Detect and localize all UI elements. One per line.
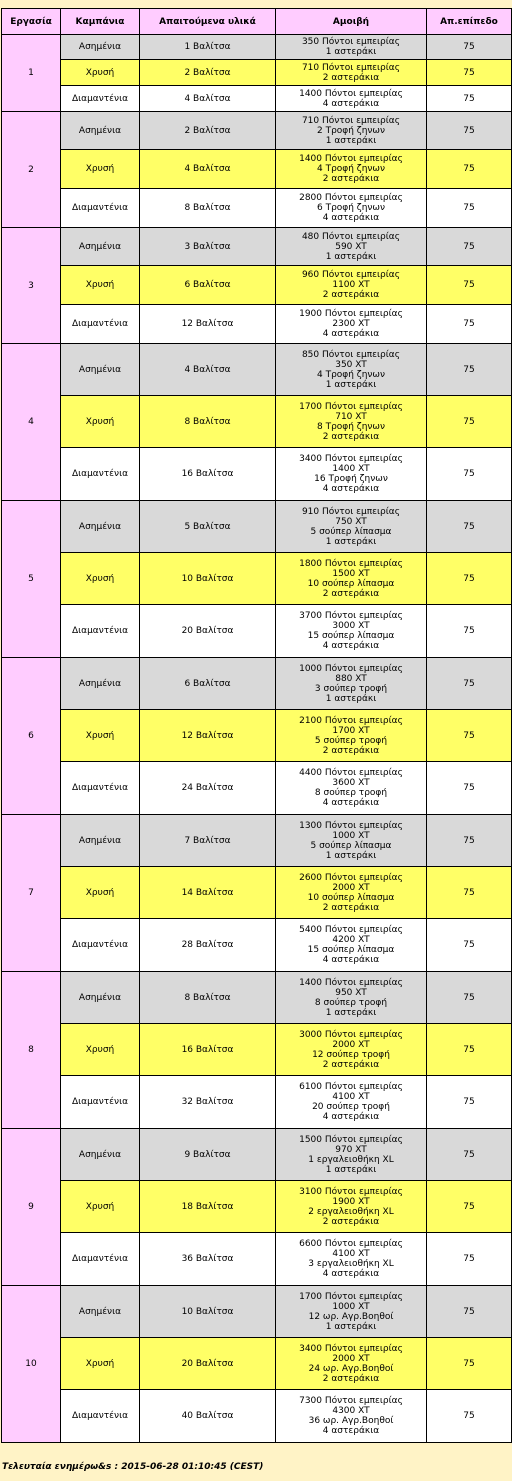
required-cell: 16 Βαλίτσα bbox=[140, 448, 276, 501]
reward-line: 10 σούπερ λίπασμα bbox=[307, 892, 395, 903]
level-cell: 75 bbox=[427, 553, 512, 605]
required-cell: 20 Βαλίτσα bbox=[140, 1338, 276, 1390]
table-row bbox=[2, 396, 512, 448]
reward-line: 960 Πόντοι εμπειρίας bbox=[301, 270, 401, 280]
level-cell: 75 bbox=[427, 228, 512, 266]
reward-line: 3600 XT bbox=[332, 778, 370, 788]
table-row bbox=[2, 1076, 512, 1129]
reward-line: 2600 Πόντοι εμπειρίας bbox=[299, 872, 403, 883]
table-row bbox=[2, 867, 512, 919]
level-cell: 75 bbox=[427, 112, 512, 150]
campaign-cell: Διαμαντένια bbox=[61, 1076, 140, 1129]
required-cell: 6 Βαλίτσα bbox=[140, 266, 276, 305]
level-cell: 75 bbox=[427, 972, 512, 1024]
reward-line: 3400 Πόντοι εμπειρίας bbox=[299, 1343, 403, 1354]
reward-line: 1900 XT bbox=[332, 1196, 370, 1207]
quest-number: 3 bbox=[2, 228, 61, 344]
required-cell: 8 Βαλίτσα bbox=[140, 396, 276, 448]
table-row bbox=[2, 228, 512, 266]
reward-cell bbox=[276, 972, 427, 1024]
campaign-cell: Διαμαντένια bbox=[61, 189, 140, 228]
reward-line: 12 σούπερ τροφή bbox=[312, 1049, 390, 1060]
level-cell: 75 bbox=[427, 35, 512, 60]
table-row bbox=[2, 448, 512, 501]
reward-cell bbox=[276, 189, 427, 228]
reward-line: 2 αστεράκια bbox=[322, 72, 380, 83]
reward-cell bbox=[276, 815, 427, 867]
reward-line: 2 αστεράκια bbox=[322, 431, 380, 442]
reward-line: 4300 XT bbox=[332, 1406, 370, 1416]
reward-line: 1 εργαλειοθήκη XL bbox=[308, 1154, 394, 1165]
reward-line: 3 εργαλειοθήκη XL bbox=[308, 1259, 394, 1269]
reward-cell bbox=[276, 448, 427, 501]
reward-line: 2 αστεράκια bbox=[322, 745, 380, 756]
reward-line: 2 αστεράκια bbox=[322, 1373, 380, 1384]
table-row bbox=[2, 553, 512, 605]
reward-line: 1 αστεράκι bbox=[325, 693, 377, 704]
quest-number: 6 bbox=[2, 658, 61, 815]
campaign-cell: Χρυσή bbox=[61, 1181, 140, 1233]
level-cell: 75 bbox=[427, 658, 512, 710]
header-campaign: Καμπάνια bbox=[61, 9, 140, 35]
level-cell: 75 bbox=[427, 266, 512, 305]
reward-line: 1 αστεράκι bbox=[325, 47, 377, 57]
campaign-cell: Διαμαντένια bbox=[61, 1233, 140, 1286]
campaign-cell: Διαμαντένια bbox=[61, 605, 140, 658]
table-row bbox=[2, 1024, 512, 1076]
reward-line: 4 αστεράκια bbox=[322, 213, 380, 223]
reward-line: 2000 XT bbox=[332, 882, 370, 893]
reward-line: 1500 XT bbox=[332, 568, 370, 579]
reward-cell bbox=[276, 1076, 427, 1129]
quest-number: 10 bbox=[2, 1286, 61, 1443]
reward-line: 1 αστεράκι bbox=[325, 251, 377, 262]
required-cell: 7 Βαλίτσα bbox=[140, 815, 276, 867]
reward-line: 1100 XT bbox=[332, 280, 370, 290]
table-row bbox=[2, 344, 512, 396]
reward-line: 350 XT bbox=[335, 359, 367, 370]
reward-line: 1 αστεράκι bbox=[325, 1164, 377, 1175]
campaign-cell: Διαμαντένια bbox=[61, 448, 140, 501]
reward-line: 480 Πόντοι εμπειρίας bbox=[301, 231, 401, 242]
reward-cell bbox=[276, 1286, 427, 1338]
reward-line: 880 XT bbox=[335, 673, 367, 684]
last-updated: Τελευταία ενημέρω&s : 2015-06-28 01:10:45 (CEST) bbox=[2, 1462, 264, 1472]
required-cell: 12 Βαλίτσα bbox=[140, 710, 276, 762]
required-cell: 9 Βαλίτσα bbox=[140, 1129, 276, 1181]
header-row bbox=[2, 9, 512, 35]
reward-line: 1500 Πόντοι εμπειρίας bbox=[299, 1134, 403, 1145]
reward-line: 3100 Πόντοι εμπειρίας bbox=[299, 1186, 403, 1197]
reward-line: 3 σούπερ τροφή bbox=[314, 683, 388, 694]
reward-line: 4 αστεράκια bbox=[322, 641, 380, 651]
level-cell: 75 bbox=[427, 710, 512, 762]
campaign-cell: Χρυσή bbox=[61, 867, 140, 919]
level-cell: 75 bbox=[427, 762, 512, 815]
table-row bbox=[2, 762, 512, 815]
reward-cell bbox=[276, 762, 427, 815]
reward-line: 2000 XT bbox=[332, 1039, 370, 1050]
reward-line: 6600 Πόντοι εμπειρίας bbox=[299, 1239, 403, 1249]
reward-line: 10 σούπερ λίπασμα bbox=[307, 578, 395, 589]
level-cell: 75 bbox=[427, 815, 512, 867]
header-level: Απ.επίπεδο bbox=[427, 9, 512, 35]
table-row bbox=[2, 972, 512, 1024]
campaign-cell: Χρυσή bbox=[61, 710, 140, 762]
reward-line: 16 Τροφή ζηνων bbox=[314, 474, 388, 484]
reward-line: 1400 Πόντοι εμπειρίας bbox=[299, 154, 403, 164]
table-row bbox=[2, 1390, 512, 1443]
reward-line: 950 XT bbox=[335, 987, 367, 998]
table-row bbox=[2, 150, 512, 189]
reward-line: 2800 Πόντοι εμπειρίας bbox=[299, 193, 403, 203]
required-cell: 2 Βαλίτσα bbox=[140, 112, 276, 150]
required-cell: 1 Βαλίτσα bbox=[140, 35, 276, 60]
reward-line: 4 αστεράκια bbox=[322, 1112, 380, 1122]
reward-line: 7300 Πόντοι εμπειρίας bbox=[299, 1396, 403, 1406]
reward-line: 4 αστεράκια bbox=[322, 329, 380, 339]
reward-line: 1400 Πόντοι εμπειρίας bbox=[299, 88, 403, 99]
campaign-cell: Χρυσή bbox=[61, 266, 140, 305]
reward-cell bbox=[276, 1233, 427, 1286]
campaign-cell: Ασημένια bbox=[61, 344, 140, 396]
reward-line: 15 σούπερ λίπασμα bbox=[307, 631, 395, 641]
reward-line: 1000 XT bbox=[332, 830, 370, 841]
reward-line: 1800 Πόντοι εμπειρίας bbox=[299, 558, 403, 569]
level-cell: 75 bbox=[427, 60, 512, 86]
reward-cell bbox=[276, 86, 427, 112]
reward-line: 36 ωρ. Αγρ.Βοηθοί bbox=[308, 1416, 394, 1426]
quest-table-body bbox=[2, 35, 512, 1443]
reward-line: 3400 Πόντοι εμπειρίας bbox=[299, 454, 403, 464]
reward-line: 6 Τροφή ζηνων bbox=[317, 203, 385, 213]
reward-line: 850 Πόντοι εμπειρίας bbox=[301, 349, 401, 360]
level-cell: 75 bbox=[427, 867, 512, 919]
table-row bbox=[2, 1129, 512, 1181]
required-cell: 2 Βαλίτσα bbox=[140, 60, 276, 86]
reward-cell bbox=[276, 710, 427, 762]
reward-line: 710 Πόντοι εμπειρίας bbox=[301, 62, 401, 73]
reward-line: 5 σούπερ λίπασμα bbox=[310, 526, 392, 537]
reward-line: 3000 XT bbox=[332, 621, 370, 631]
campaign-cell: Ασημένια bbox=[61, 972, 140, 1024]
header-quest: Εργασία bbox=[2, 9, 61, 35]
reward-line: 2 αστεράκια bbox=[322, 1059, 380, 1070]
reward-line: 4400 Πόντοι εμπειρίας bbox=[299, 768, 403, 778]
required-cell: 10 Βαλίτσα bbox=[140, 553, 276, 605]
reward-line: 1700 Πόντοι εμπειρίας bbox=[299, 1291, 403, 1302]
reward-line: 1000 XT bbox=[332, 1301, 370, 1312]
quest-number: 7 bbox=[2, 815, 61, 972]
required-cell: 3 Βαλίτσα bbox=[140, 228, 276, 266]
table-row bbox=[2, 501, 512, 553]
level-cell: 75 bbox=[427, 501, 512, 553]
reward-cell bbox=[276, 60, 427, 86]
reward-line: 2 αστεράκια bbox=[322, 1216, 380, 1227]
required-cell: 24 Βαλίτσα bbox=[140, 762, 276, 815]
reward-line: 350 Πόντοι εμπειρίας bbox=[301, 37, 401, 47]
required-cell: 5 Βαλίτσα bbox=[140, 501, 276, 553]
reward-line: 24 ωρ. Αγρ.Βοηθοί bbox=[308, 1363, 394, 1374]
campaign-cell: Χρυσή bbox=[61, 553, 140, 605]
reward-cell bbox=[276, 1129, 427, 1181]
campaign-cell: Ασημένια bbox=[61, 658, 140, 710]
reward-line: 750 XT bbox=[335, 516, 367, 527]
table-row bbox=[2, 35, 512, 60]
campaign-cell: Διαμαντένια bbox=[61, 305, 140, 344]
reward-line: 5400 Πόντοι εμπειρίας bbox=[299, 925, 403, 935]
level-cell: 75 bbox=[427, 86, 512, 112]
quest-number: 2 bbox=[2, 112, 61, 228]
reward-line: 1700 XT bbox=[332, 725, 370, 736]
required-cell: 14 Βαλίτσα bbox=[140, 867, 276, 919]
campaign-cell: Διαμαντένια bbox=[61, 86, 140, 112]
reward-cell bbox=[276, 150, 427, 189]
required-cell: 16 Βαλίτσα bbox=[140, 1024, 276, 1076]
reward-line: 2300 XT bbox=[332, 319, 370, 329]
reward-line: 3700 Πόντοι εμπειρίας bbox=[299, 611, 403, 621]
reward-line: 910 Πόντοι εμπειρίας bbox=[301, 506, 401, 517]
reward-line: 1400 XT bbox=[332, 464, 370, 474]
quest-number: 5 bbox=[2, 501, 61, 658]
level-cell: 75 bbox=[427, 150, 512, 189]
required-cell: 10 Βαλίτσα bbox=[140, 1286, 276, 1338]
reward-line: 2 αστεράκια bbox=[322, 902, 380, 913]
required-cell: 8 Βαλίτσα bbox=[140, 189, 276, 228]
table-row bbox=[2, 305, 512, 344]
table-row bbox=[2, 1286, 512, 1338]
reward-line: 2 αστεράκια bbox=[322, 588, 380, 599]
required-cell: 4 Βαλίτσα bbox=[140, 344, 276, 396]
table-row bbox=[2, 1233, 512, 1286]
reward-line: 4 αστεράκια bbox=[322, 798, 380, 808]
quest-table bbox=[1, 8, 512, 1443]
campaign-cell: Διαμαντένια bbox=[61, 1390, 140, 1443]
reward-cell bbox=[276, 1338, 427, 1390]
required-cell: 4 Βαλίτσα bbox=[140, 86, 276, 112]
quest-number: 1 bbox=[2, 35, 61, 112]
table-row bbox=[2, 60, 512, 86]
reward-line: 1 αστεράκι bbox=[325, 850, 377, 861]
reward-cell bbox=[276, 919, 427, 972]
table-row bbox=[2, 86, 512, 112]
reward-line: 12 ωρ. Αγρ.Βοηθοί bbox=[308, 1311, 394, 1322]
reward-line: 4 αστεράκια bbox=[322, 98, 380, 109]
reward-line: 4100 XT bbox=[332, 1092, 370, 1102]
reward-line: 5 σούπερ λίπασμα bbox=[310, 840, 392, 851]
campaign-cell: Διαμαντένια bbox=[61, 762, 140, 815]
reward-cell bbox=[276, 658, 427, 710]
campaign-cell: Ασημένια bbox=[61, 1129, 140, 1181]
reward-line: 2 εργαλειοθήκη XL bbox=[308, 1206, 394, 1217]
level-cell: 75 bbox=[427, 1390, 512, 1443]
level-cell: 75 bbox=[427, 1338, 512, 1390]
reward-line: 2 Τροφή ζηνων bbox=[317, 125, 385, 136]
reward-line: 3000 Πόντοι εμπειρίας bbox=[299, 1029, 403, 1040]
required-cell: 28 Βαλίτσα bbox=[140, 919, 276, 972]
table-row bbox=[2, 710, 512, 762]
reward-line: 8 σούπερ τροφή bbox=[314, 788, 388, 798]
reward-cell bbox=[276, 501, 427, 553]
reward-line: 1 αστεράκι bbox=[325, 1321, 377, 1332]
reward-line: 4 Τροφή ζηνων bbox=[317, 164, 385, 174]
level-cell: 75 bbox=[427, 396, 512, 448]
reward-cell bbox=[276, 1181, 427, 1233]
quest-number: 4 bbox=[2, 344, 61, 501]
reward-line: 2 αστεράκια bbox=[322, 174, 380, 184]
campaign-cell: Χρυσή bbox=[61, 150, 140, 189]
required-cell: 12 Βαλίτσα bbox=[140, 305, 276, 344]
reward-cell bbox=[276, 266, 427, 305]
reward-line: 4100 XT bbox=[332, 1249, 370, 1259]
campaign-cell: Ασημένια bbox=[61, 1286, 140, 1338]
campaign-cell: Ασημένια bbox=[61, 815, 140, 867]
table-row bbox=[2, 266, 512, 305]
level-cell: 75 bbox=[427, 189, 512, 228]
reward-line: 1 αστεράκι bbox=[325, 379, 377, 390]
required-cell: 4 Βαλίτσα bbox=[140, 150, 276, 189]
reward-line: 1300 Πόντοι εμπειρίας bbox=[299, 820, 403, 831]
level-cell: 75 bbox=[427, 344, 512, 396]
table-row bbox=[2, 658, 512, 710]
reward-line: 1400 Πόντοι εμπειρίας bbox=[299, 977, 403, 988]
reward-line: 1 αστεράκι bbox=[325, 536, 377, 547]
reward-line: 4 Τροφή ζηνων bbox=[317, 369, 385, 380]
reward-line: 8 Τροφή ζηνων bbox=[317, 421, 385, 432]
level-cell: 75 bbox=[427, 919, 512, 972]
quest-number: 8 bbox=[2, 972, 61, 1129]
reward-line: 1 αστεράκι bbox=[325, 135, 377, 146]
reward-line: 15 σούπερ λίπασμα bbox=[307, 945, 395, 955]
required-cell: 18 Βαλίτσα bbox=[140, 1181, 276, 1233]
reward-line: 1 αστεράκι bbox=[325, 1007, 377, 1018]
reward-cell bbox=[276, 396, 427, 448]
reward-cell bbox=[276, 1024, 427, 1076]
campaign-cell: Διαμαντένια bbox=[61, 919, 140, 972]
level-cell: 75 bbox=[427, 1129, 512, 1181]
reward-line: 2 αστεράκια bbox=[322, 290, 380, 300]
reward-line: 1900 Πόντοι εμπειρίας bbox=[299, 309, 403, 319]
reward-line: 710 XT bbox=[335, 411, 367, 422]
reward-cell bbox=[276, 867, 427, 919]
level-cell: 75 bbox=[427, 1286, 512, 1338]
reward-line: 4200 XT bbox=[332, 935, 370, 945]
campaign-cell: Χρυσή bbox=[61, 1024, 140, 1076]
reward-cell bbox=[276, 305, 427, 344]
reward-cell bbox=[276, 112, 427, 150]
reward-line: 4 αστεράκια bbox=[322, 955, 380, 965]
level-cell: 75 bbox=[427, 448, 512, 501]
reward-cell bbox=[276, 1390, 427, 1443]
level-cell: 75 bbox=[427, 305, 512, 344]
reward-line: 20 σούπερ τροφή bbox=[312, 1102, 390, 1112]
level-cell: 75 bbox=[427, 1076, 512, 1129]
required-cell: 36 Βαλίτσα bbox=[140, 1233, 276, 1286]
header-reward: Αμοιβή bbox=[276, 9, 427, 35]
reward-line: 1700 Πόντοι εμπειρίας bbox=[299, 401, 403, 412]
table-row bbox=[2, 189, 512, 228]
reward-line: 4 αστεράκια bbox=[322, 1426, 380, 1436]
reward-cell bbox=[276, 553, 427, 605]
reward-line: 8 σούπερ τροφή bbox=[314, 997, 388, 1008]
table-row bbox=[2, 1181, 512, 1233]
reward-line: 2100 Πόντοι εμπειρίας bbox=[299, 715, 403, 726]
table-row bbox=[2, 815, 512, 867]
reward-cell bbox=[276, 605, 427, 658]
campaign-cell: Ασημένια bbox=[61, 228, 140, 266]
reward-line: 5 σούπερ τροφή bbox=[314, 735, 388, 746]
campaign-cell: Ασημένια bbox=[61, 112, 140, 150]
reward-cell bbox=[276, 35, 427, 60]
campaign-cell: Χρυσή bbox=[61, 1338, 140, 1390]
reward-line: 1000 Πόντοι εμπειρίας bbox=[299, 663, 403, 674]
quest-number: 9 bbox=[2, 1129, 61, 1286]
reward-line: 2000 XT bbox=[332, 1353, 370, 1364]
required-cell: 32 Βαλίτσα bbox=[140, 1076, 276, 1129]
level-cell: 75 bbox=[427, 605, 512, 658]
table-row bbox=[2, 112, 512, 150]
required-cell: 6 Βαλίτσα bbox=[140, 658, 276, 710]
level-cell: 75 bbox=[427, 1181, 512, 1233]
reward-cell bbox=[276, 344, 427, 396]
reward-line: 6100 Πόντοι εμπειρίας bbox=[299, 1082, 403, 1092]
reward-line: 4 αστεράκια bbox=[322, 484, 380, 494]
reward-line: 710 Πόντοι εμπειρίας bbox=[301, 115, 401, 126]
campaign-cell: Ασημένια bbox=[61, 35, 140, 60]
table-row bbox=[2, 605, 512, 658]
header-required: Απαιτούμενα υλικά bbox=[140, 9, 276, 35]
table-row bbox=[2, 919, 512, 972]
reward-line: 4 αστεράκια bbox=[322, 1269, 380, 1279]
reward-cell bbox=[276, 228, 427, 266]
reward-line: 970 XT bbox=[335, 1144, 367, 1155]
campaign-cell: Χρυσή bbox=[61, 60, 140, 86]
level-cell: 75 bbox=[427, 1233, 512, 1286]
level-cell: 75 bbox=[427, 1024, 512, 1076]
required-cell: 8 Βαλίτσα bbox=[140, 972, 276, 1024]
required-cell: 40 Βαλίτσα bbox=[140, 1390, 276, 1443]
campaign-cell: Ασημένια bbox=[61, 501, 140, 553]
campaign-cell: Χρυσή bbox=[61, 396, 140, 448]
reward-line: 590 XT bbox=[335, 241, 367, 252]
required-cell: 20 Βαλίτσα bbox=[140, 605, 276, 658]
table-row bbox=[2, 1338, 512, 1390]
